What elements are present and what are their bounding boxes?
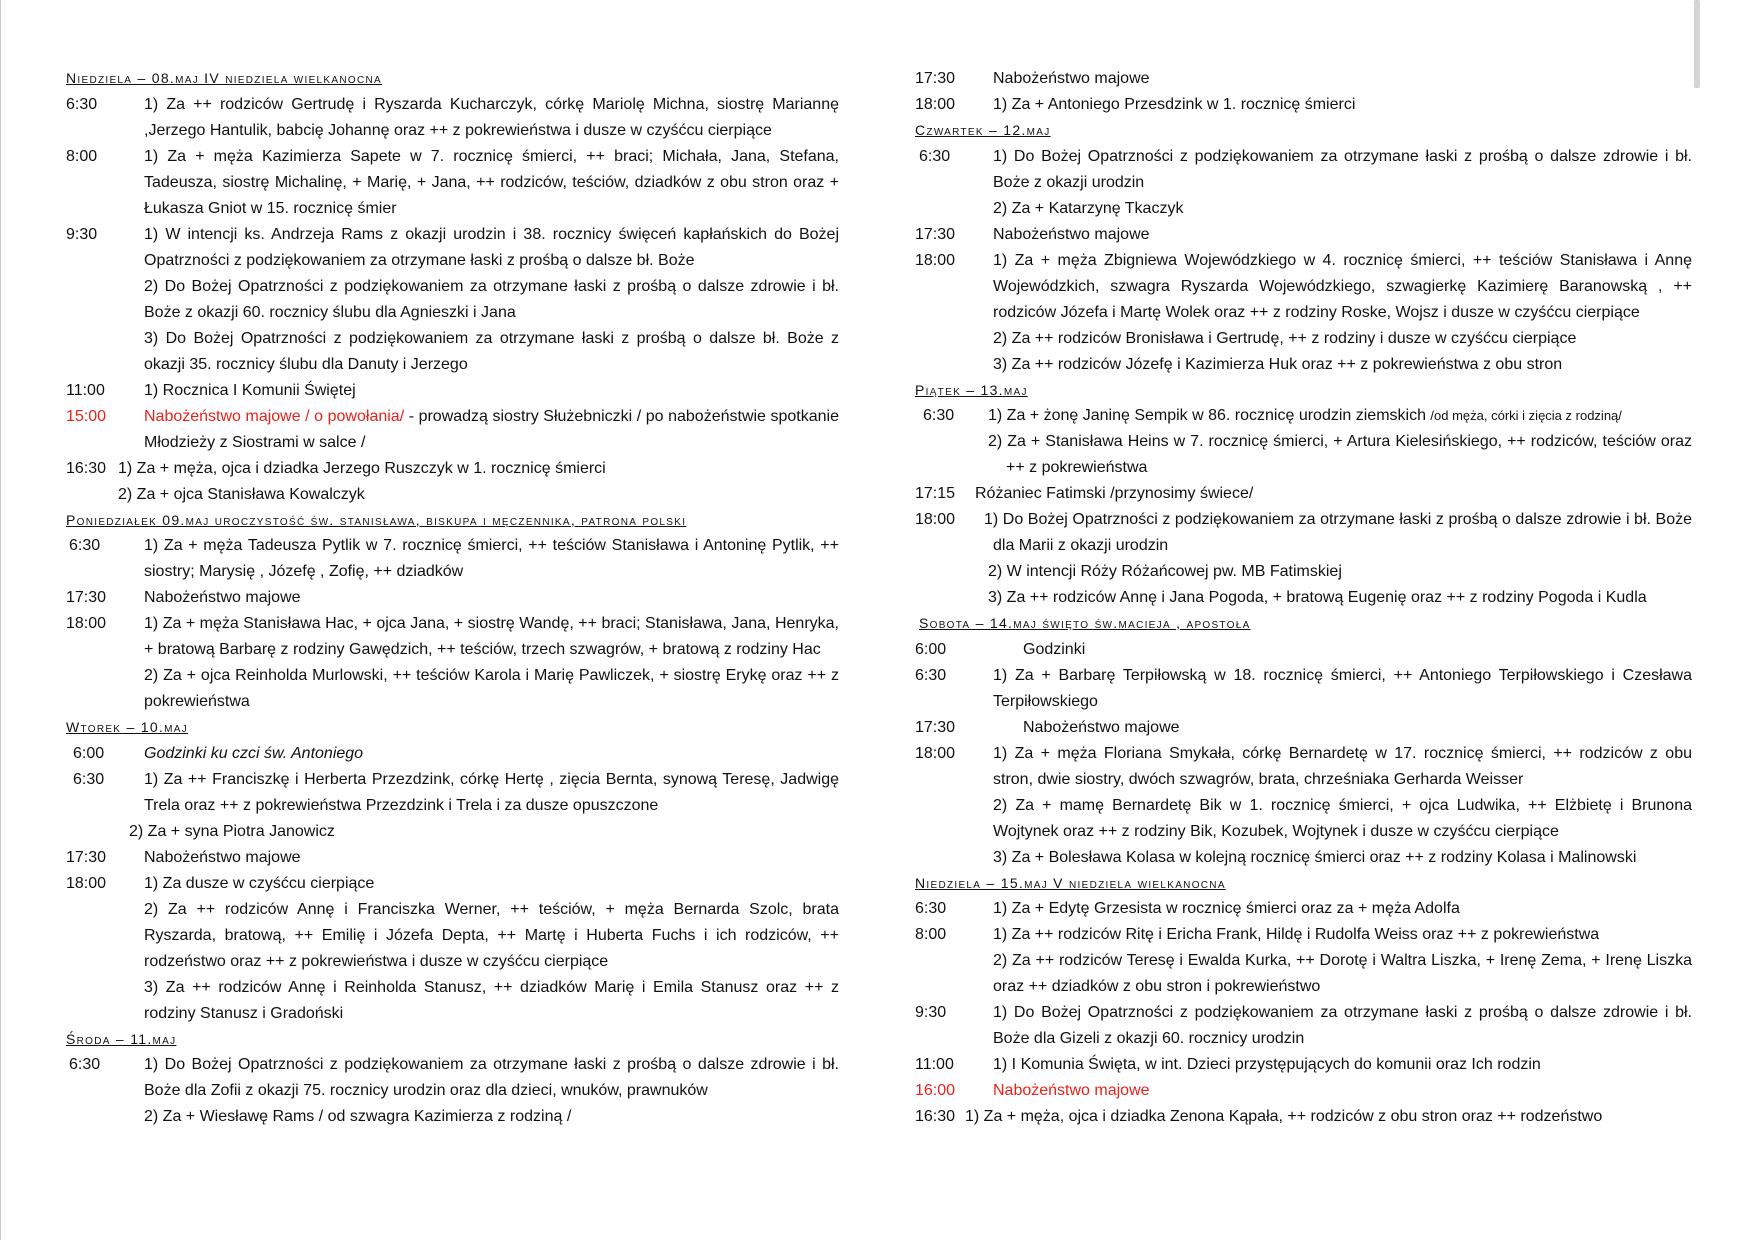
intention-list xyxy=(144,585,839,611)
mass-entry xyxy=(66,585,839,611)
mass-entry xyxy=(915,741,1692,871)
intention-text: 3) Za + Bolesława Kolasa w kolejną rocznicę śmierci oraz ++ z rodziny Kolasa i Malinowski xyxy=(993,848,1637,866)
day-header: Niedziela – 08.maj IV niedziela wielkanocna xyxy=(66,70,382,86)
day-section xyxy=(915,66,1692,118)
mass-entry xyxy=(915,715,1692,741)
intention-text: Nabożeństwo majowe xyxy=(993,1082,1150,1099)
mass-entry xyxy=(915,248,1692,378)
day-section xyxy=(66,508,839,716)
mass-entry xyxy=(66,611,839,715)
intention-text: 2) Za + syna Piotra Janowicz xyxy=(129,822,335,840)
intention-text: Nabożeństwo majowe xyxy=(144,848,301,866)
day-section xyxy=(66,66,839,508)
mass-time: 16:00 xyxy=(915,1082,956,1099)
intention-text: 1) Do Bożej Opatrzności z podziękowaniem za otrzymane łaski z prośbą o dalsze zdrowie i bł. Boże dla Marii z okazji urodzin xyxy=(984,511,1692,554)
intention-text: 2) Do Bożej Opatrzności z podziękowaniem za otrzymane łaski z prośbą o dalsze zdrowie i bł. Boże z okazji 60. rocznicy ślubu dla Agnieszki i Jana xyxy=(144,277,839,321)
intention-text: 2) Za + ojca Reinholda Murlowski, ++ teściów Karola i Marię Pawliczek, + siostrę Erykę oraz ++ z pokrewieństwa xyxy=(144,667,839,710)
mass-time: 17:30 xyxy=(66,589,107,606)
mass-time: 16:30 xyxy=(66,459,107,477)
intention-list xyxy=(144,144,839,222)
mass-time: 17:15 xyxy=(915,485,956,502)
day-section xyxy=(915,118,1692,378)
mass-entry xyxy=(66,222,839,378)
intention-list xyxy=(993,741,1692,871)
day-header: Wtorek – 10.maj xyxy=(66,719,189,735)
intention-text: 1) Za ++ rodziców Gertrudę i Ryszarda Kucharczyk, córkę Mariolę Michna, siostrę Mariannę ,Jerzego Hantulik, babcię Johannę oraz ++ z pokrewieństwa i dusze w czyśćcu cierpiące xyxy=(144,95,839,139)
mass-time: 9:30 xyxy=(915,1004,947,1021)
intention-list xyxy=(993,922,1692,1000)
intention-list xyxy=(144,611,839,715)
intention-part: 1) Za + żonę Janinę Sempik w 86. rocznicę urodzin ziemskich xyxy=(988,407,1431,424)
intention-text: Różaniec Fatimski /przynosimy świece/ xyxy=(975,485,1254,502)
intention-part: /od męża, córki i zięcia z rodziną/ xyxy=(1430,408,1622,423)
intention-text: 1) Do Bożej Opatrzności z podziękowaniem za otrzymane łaski z prośbą o dalsze zdrowie i bł. Boże z okazji urodzin xyxy=(993,147,1692,191)
mass-time: 11:00 xyxy=(66,381,105,399)
intention-list xyxy=(993,663,1692,715)
intention-text: Nabożeństwo majowe xyxy=(993,70,1150,87)
mass-entry xyxy=(915,663,1692,715)
intention-text: Godzinki xyxy=(1023,640,1086,658)
intention-text: 2) Za ++ rodziców Bronisława i Gertrudę, ++ z rodziny i dusze w czyśćcu cierpiące xyxy=(993,329,1577,347)
intention-list xyxy=(144,533,839,585)
mass-entry xyxy=(66,144,839,222)
mass-time: 6:00 xyxy=(915,640,947,658)
mass-entry xyxy=(915,507,1692,611)
intention-text: 1) Za + Barbarę Terpiłowską w 18. rocznicę śmierci, ++ Antoniego Terpiłowskiego i Czesława Terpiłowskiego xyxy=(993,666,1692,710)
mass-entry xyxy=(915,481,1692,507)
intention-text: 3) Za ++ rodziców Józefę i Kazimierza Huk oraz ++ z pokrewieństwa z obu stron xyxy=(993,355,1563,373)
intention-list xyxy=(144,404,839,456)
intention-list xyxy=(993,248,1692,378)
intention-part: - prowadzą siostry Służebniczki / po nabożeństwie spotkanie Młodzieży z Siostrami w salce / xyxy=(144,407,840,451)
intention-text: Nabożeństwo majowe xyxy=(1023,718,1180,736)
mass-time: 18:00 xyxy=(66,615,107,632)
mass-time: 11:00 xyxy=(915,1056,954,1073)
intention-list xyxy=(965,1104,1692,1130)
mass-entry xyxy=(66,92,839,144)
intention-list xyxy=(144,222,839,378)
intention-list xyxy=(144,92,839,144)
intention-text: Godzinki ku czci św. Antoniego xyxy=(144,744,364,762)
intention-list xyxy=(144,1052,839,1130)
intention-text: 2) Za + mamę Bernardetę Bik w 1. rocznicę śmierci, + ojca Ludwika, ++ Elżbietę i Brunona Wojtynek oraz ++ z rodziny Bik, Kozubek, Wojtynek i dusze w czyśćcu cierpiące xyxy=(993,796,1692,840)
intention-text: 1) Za + męża, ojca i dziadka Jerzego Ruszczyk w 1. rocznicę śmierci xyxy=(118,459,606,477)
intention-list xyxy=(144,845,839,871)
mass-time: 17:30 xyxy=(66,848,107,866)
intention-list xyxy=(129,767,839,845)
mass-entry xyxy=(915,1052,1692,1078)
intention-text: 1) Za + męża Floriana Smykała, córkę Bernardetę w 17. rocznicę śmierci, ++ rodziców z obu stron, dwie siostry, dwóch szwagrów, brata, chrześniaka Gerharda Weisser xyxy=(993,744,1692,788)
mass-entry xyxy=(915,896,1692,922)
mass-entry xyxy=(915,637,1692,663)
intention-text: Nabożeństwo majowe xyxy=(993,225,1150,243)
intention-text: 1) Za + męża Zbigniewa Wojewódzkiego w 4. rocznicę śmierci, ++ teściów Stanisława i Annę Wojewódzkich, szwagra Ryszarda Wojewódzkiego, szwagierkę Kazimierę Baranowską , ++ rodziców Józefa i Martę Wolek oraz ++ z rodziny Roske, Wojsz i dusze w czyśćcu cierpiące xyxy=(993,251,1692,321)
day-header: Poniedziałek 09.maj uroczystość św. stanisława, biskupa i męczennika, patrona polski xyxy=(66,511,687,528)
intention-list xyxy=(993,1000,1692,1052)
mass-time: 17:30 xyxy=(915,718,956,736)
intention-text: 3) Do Bożej Opatrzności z podziękowaniem za otrzymane łaski z prośbą o dalsze bł. Boże z okazji 35. rocznicy ślubu dla Danuty i Jerzego xyxy=(144,329,839,373)
mass-entry xyxy=(915,144,1692,222)
intention-list xyxy=(988,403,1692,481)
mass-entry xyxy=(915,403,1692,481)
intention-list xyxy=(144,871,839,1027)
page-edge xyxy=(0,0,1,1240)
intention-list xyxy=(993,1052,1692,1078)
intention-text: 1) Za + męża, ojca i dziadka Zenona Kąpała, ++ rodziców z obu stron oraz ++ rodzeństwo xyxy=(965,1108,1603,1125)
mass-time: 9:30 xyxy=(66,225,98,243)
mass-time: 6:30 xyxy=(923,407,955,424)
mass-time: 18:00 xyxy=(915,744,956,762)
intention-part: Nabożeństwo majowe / o powołania/ xyxy=(144,407,405,425)
mass-entry xyxy=(915,66,1692,92)
intention-list xyxy=(993,222,1692,248)
intention-list xyxy=(993,896,1692,922)
day-section xyxy=(66,1027,839,1131)
mass-entry xyxy=(66,767,839,845)
intention-text: 2) Za + Stanisława Heins w 7. rocznicę śmierci, + Artura Kielesińskiego, ++ rodziców, teściów oraz ++ z pokrewieństwa xyxy=(988,433,1692,476)
left-column xyxy=(66,66,839,1130)
intention-list xyxy=(993,1078,1692,1104)
intention-text: 2) Za + ojca Stanisława Kowalczyk xyxy=(118,485,365,503)
intention-list xyxy=(984,507,1692,611)
day-header: Czwartek – 12.maj xyxy=(915,122,1051,138)
intention-text: 1) Za + męża Kazimierza Sapete w 7. rocznicę śmierci, ++ braci; Michała, Jana, Stefana, Tadeusza, siostrę Michalinę, + Marię, + Jana, ++ rodziców, teściów, dziadków z obu stron oraz + Łukasza Gniot w 15. rocznicę śmier xyxy=(144,147,839,217)
intention-text: 3) Za ++ rodziców Annę i Jana Pogoda, + bratową Eugenię oraz ++ z rodziny Pogoda i Kudla xyxy=(988,589,1647,606)
intention-text: 1) Rocznica I Komunii Świętej xyxy=(144,381,356,399)
day-section xyxy=(915,378,1692,612)
intention-text xyxy=(144,404,839,456)
day-section xyxy=(915,611,1692,871)
intention-text: 1) Za + męża Stanisława Hac, + ojca Jana, + siostrę Wandę, ++ braci; Stanisława, Jana, Henryka, + bratową Barbarę z rodziny Gawędzich, ++ teściów, trzech szwagrów, + bratową z rodziny Hac xyxy=(144,615,839,658)
intention-text: 1) Za + męża Tadeusza Pytlik w 7. rocznicę śmierci, ++ teściów Stanisława i Antoninę Pytlik, ++ siostry; Marysię , Józefę , Zofię, ++ dziadków xyxy=(144,537,839,580)
mass-time: 6:30 xyxy=(69,1056,101,1073)
right-column xyxy=(915,66,1692,1130)
mass-time: 6:30 xyxy=(69,537,101,554)
mass-time: 6:30 xyxy=(915,666,947,684)
mass-time: 18:00 xyxy=(915,251,956,269)
mass-entry xyxy=(66,845,839,871)
mass-time: 6:30 xyxy=(73,770,105,788)
intention-text: 1) Za + Edytę Grzesista w rocznicę śmierci oraz za + męża Adolfa xyxy=(993,900,1460,917)
mass-time: 18:00 xyxy=(66,874,107,892)
mass-entry xyxy=(66,456,839,508)
intention-text xyxy=(988,403,1692,429)
mass-entry xyxy=(915,922,1692,1000)
intention-list xyxy=(993,92,1692,118)
mass-entry xyxy=(66,1052,839,1130)
intention-text: 1) I Komunia Święta, w int. Dzieci przystępujących do komunii oraz Ich rodzin xyxy=(993,1056,1541,1073)
intention-list xyxy=(993,637,1692,663)
intention-text: 1) Za ++ Franciszkę i Herberta Przezdzink, córkę Hertę , zięcia Bernta, synową Teresę, Jadwigę Trela oraz ++ z pokrewieństwa Przezdzink i Trela i za dusze opuszczone xyxy=(144,770,839,814)
mass-entry xyxy=(915,92,1692,118)
day-section xyxy=(915,871,1692,1131)
intention-text: 2) Za ++ rodziców Annę i Franciszka Werner, ++ teściów, + męża Bernarda Szolc, brata Ryszarda, bratową, ++ Emilię i Józefa Depta, ++ Martę i Huberta Fuchs i ich rodziców, ++ rodzeństwo oraz ++ z pokrewieństwa i dusze w czyśćcu cierpiące xyxy=(144,900,839,970)
intention-list xyxy=(975,481,1692,507)
intention-text: Nabożeństwo majowe xyxy=(144,589,301,606)
intention-list xyxy=(993,144,1692,222)
mass-time: 17:30 xyxy=(915,225,956,243)
intention-list xyxy=(144,378,839,404)
mass-time: 8:00 xyxy=(915,926,947,943)
intention-list xyxy=(118,456,839,508)
day-section xyxy=(66,715,839,1027)
mass-time: 18:00 xyxy=(915,511,956,528)
intention-text: 2) Za + Wiesławę Rams / od szwagra Kazimierza z rodziną / xyxy=(144,1108,572,1125)
mass-time: 18:00 xyxy=(915,96,956,113)
mass-entry xyxy=(915,222,1692,248)
mass-time: 6:30 xyxy=(915,900,947,917)
mass-entry xyxy=(66,533,839,585)
intention-list xyxy=(993,715,1692,741)
intention-text: 1) Za ++ rodziców Ritę i Ericha Frank, Hildę i Rudolfa Weiss oraz ++ z pokrewieństwa xyxy=(993,926,1600,943)
mass-time: 6:30 xyxy=(66,95,98,113)
mass-time: 6:30 xyxy=(919,147,951,165)
mass-entry xyxy=(66,378,839,404)
mass-time: 16:30 xyxy=(915,1108,956,1125)
intention-text: 1) Do Bożej Opatrzności z podziękowaniem za otrzymane łaski z prośbą o dalsze zdrowie i bł. Boże dla Gizeli z okazji 60. rocznicy urodzin xyxy=(993,1004,1692,1047)
scrollbar-thumb[interactable] xyxy=(1694,0,1700,88)
intention-list xyxy=(144,741,839,767)
mass-time: 6:00 xyxy=(73,744,105,762)
mass-entry xyxy=(915,1078,1692,1104)
intention-list xyxy=(993,66,1692,92)
mass-time: 17:30 xyxy=(915,70,956,87)
intention-text: 3) Za ++ rodziców Annę i Reinholda Stanusz, ++ dziadków Marię i Emila Stanusz oraz ++ z rodziny Stanusz i Gradoński xyxy=(144,978,839,1022)
intention-text: 2) Za ++ rodziców Teresę i Ewalda Kurka, ++ Dorotę i Waltra Liszka, + Irenę Zema, + Irenę Liszka oraz ++ dziadków z obu stron i pokrewieństwo xyxy=(993,952,1692,995)
mass-entry xyxy=(915,1104,1692,1130)
intention-text: 1) Do Bożej Opatrzności z podziękowaniem za otrzymane łaski z prośbą o dalsze zdrowie i bł. Boże dla Zofii z okazji 75. rocznicy urodzin oraz dla dzieci, wnuków, prawnuków xyxy=(144,1056,839,1099)
mass-entry xyxy=(66,404,839,456)
intention-text: 1) Za + Antoniego Przesdzink w 1. rocznicę śmierci xyxy=(993,96,1356,113)
day-header: Sobota – 14.maj święto św.macieja , apostoła xyxy=(919,615,1251,631)
mass-time: 15:00 xyxy=(66,407,107,425)
mass-entry xyxy=(66,741,839,767)
mass-time: 8:00 xyxy=(66,147,98,165)
day-header: Niedziela – 15.maj V niedziela wielkanocna xyxy=(915,874,1226,891)
mass-entry xyxy=(66,871,839,1027)
mass-entry xyxy=(915,1000,1692,1052)
intention-text: 1) Za dusze w czyśćcu cierpiące xyxy=(144,874,375,892)
day-header: Środa – 11.maj xyxy=(66,1030,177,1047)
intention-text: 2) Za + Katarzynę Tkaczyk xyxy=(993,199,1184,217)
intention-text: 1) W intencji ks. Andrzeja Rams z okazji urodzin i 38. rocznicy święceń kapłańskich do Bożej Opatrzności z podziękowaniem za otrzymane łaski z prośbą o dalsze bł. Boże xyxy=(144,225,839,269)
intention-text: 2) W intencji Róży Różańcowej pw. MB Fatimskiej xyxy=(988,563,1342,580)
day-header: Piątek – 13.maj xyxy=(915,381,1028,398)
